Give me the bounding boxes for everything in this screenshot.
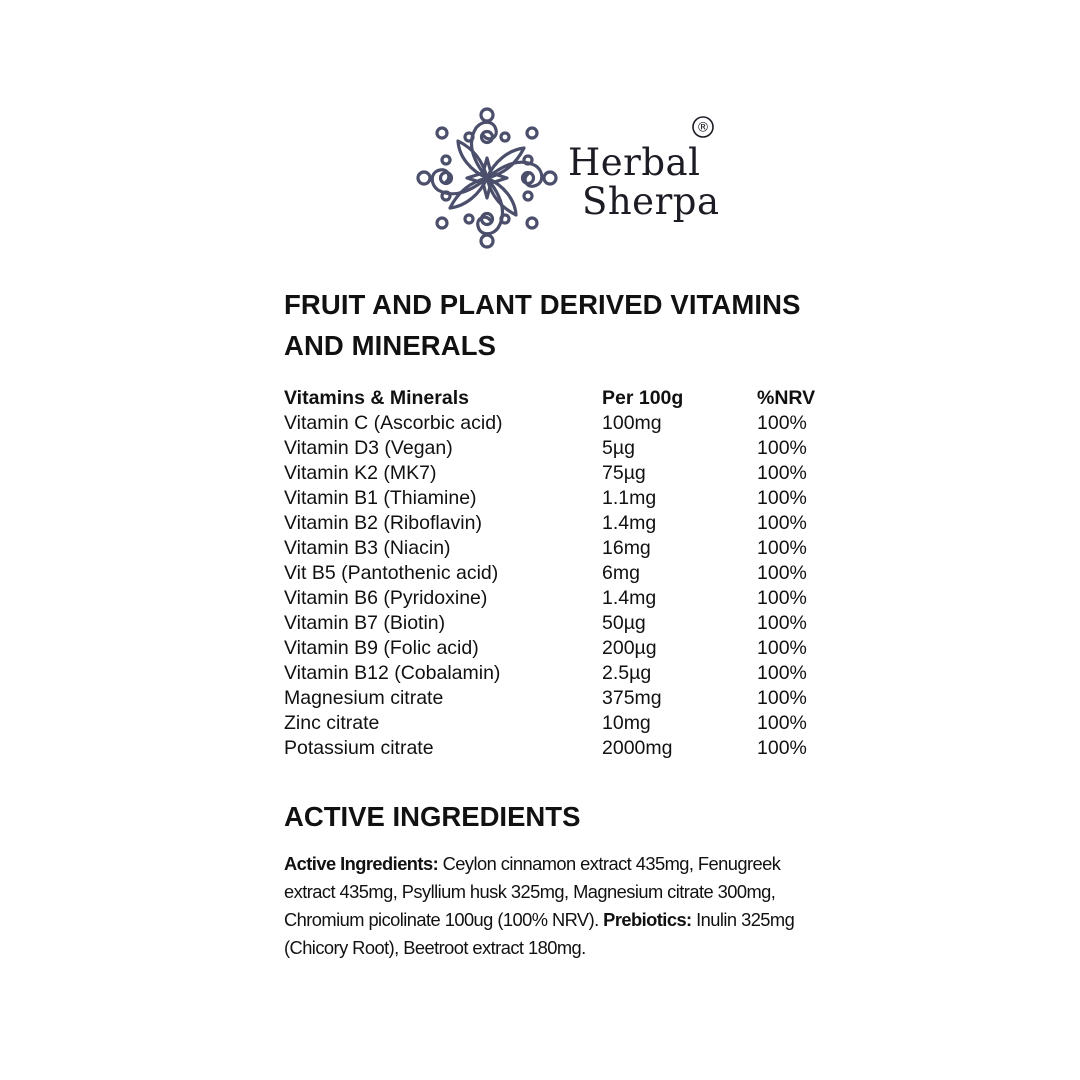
nutrient-amount: 5µg <box>602 437 635 459</box>
table-row <box>284 661 844 686</box>
nutrient-name: Magnesium citrate <box>284 687 444 709</box>
nutrient-name: Vitamin B1 (Thiamine) <box>284 487 477 509</box>
nutrient-nrv: 100% <box>757 512 807 534</box>
nutrient-amount: 375mg <box>602 687 662 709</box>
nutrient-name: Vitamin K2 (MK7) <box>284 462 437 484</box>
nutrient-nrv: 100% <box>757 662 807 684</box>
nutrient-amount: 16mg <box>602 537 651 559</box>
nutrient-name: Vitamin B3 (Niacin) <box>284 537 451 559</box>
table-row <box>284 736 844 761</box>
prebiotics-list: Inulin 325mg (Chicory Root), Beetroot extract 180mg. <box>284 909 795 958</box>
label-content <box>284 284 844 962</box>
nutrient-nrv: 100% <box>757 587 807 609</box>
nutrient-nrv: 100% <box>757 537 807 559</box>
nutrient-amount: 2.5µg <box>602 662 652 684</box>
nutrient-nrv: 100% <box>757 437 807 459</box>
active-ingredients-title: ACTIVE INGREDIENTS <box>284 801 581 832</box>
active-ingredients-text <box>284 850 829 962</box>
table-row <box>284 511 844 536</box>
nutrient-name: Vitamin B6 (Pyridoxine) <box>284 587 488 609</box>
nutrient-name: Vitamin B7 (Biotin) <box>284 612 446 634</box>
nutrient-nrv: 100% <box>757 612 807 634</box>
table-row <box>284 561 844 586</box>
header-per-100g: Per 100g <box>602 387 684 409</box>
nutrient-name: Vitamin D3 (Vegan) <box>284 437 453 459</box>
registered-mark <box>692 116 714 138</box>
table-row <box>284 536 844 561</box>
table-row <box>284 586 844 611</box>
nutrient-amount: 1.4mg <box>602 512 657 534</box>
nutrient-amount: 1.4mg <box>602 587 657 609</box>
nutrient-name: Vitamin B12 (Cobalamin) <box>284 662 501 684</box>
table-row <box>284 486 844 511</box>
nutrient-amount: 100mg <box>602 412 662 434</box>
nutrient-amount: 6mg <box>602 562 640 584</box>
nutrient-nrv: 100% <box>757 637 807 659</box>
nutrient-amount: 2000mg <box>602 737 673 759</box>
table-row <box>284 461 844 486</box>
nutrient-amount: 200µg <box>602 637 657 659</box>
header-nrv: %NRV <box>757 387 816 409</box>
table-row <box>284 636 844 661</box>
nutrient-nrv: 100% <box>757 487 807 509</box>
prebiotics-label: Prebiotics: <box>603 909 692 930</box>
table-row <box>284 686 844 711</box>
nutrient-nrv: 100% <box>757 562 807 584</box>
nutrition-table <box>284 386 844 761</box>
brand-name-line2: Sherpa <box>582 180 720 223</box>
table-body <box>284 411 844 761</box>
active-ingredients-label: Active Ingredients: <box>284 853 439 874</box>
table-row <box>284 711 844 736</box>
mandala-icon <box>416 106 558 252</box>
nutrient-name: Potassium citrate <box>284 737 434 759</box>
nutrient-amount: 75µg <box>602 462 646 484</box>
nutrient-nrv: 100% <box>757 462 807 484</box>
header-vitamins-minerals: Vitamins & Minerals <box>284 387 469 409</box>
active-ingredients-list: Ceylon cinnamon extract 435mg, Fenugreek extract 435mg, Psyllium husk 325mg, Magnesium citrate 300mg, Chromium picolinate 100ug (100% NRV). <box>284 853 781 930</box>
nutrient-nrv: 100% <box>757 712 807 734</box>
nutrient-name: Zinc citrate <box>284 712 380 734</box>
table-row <box>284 411 844 436</box>
nutrient-name: Vitamin B9 (Folic acid) <box>284 637 479 659</box>
table-row <box>284 436 844 461</box>
table-row <box>284 611 844 636</box>
nutrient-name: Vitamin B2 (Riboflavin) <box>284 512 482 534</box>
nutrition-title: FRUIT AND PLANT DERIVED VITAMINS AND MINERALS <box>284 289 801 361</box>
nutrient-amount: 50µg <box>602 612 646 634</box>
table-header-row <box>284 386 844 411</box>
brand-name-line1: Herbal <box>568 141 701 184</box>
brand-logo <box>416 106 726 252</box>
nutrient-nrv: 100% <box>757 687 807 709</box>
nutrient-name: Vitamin C (Ascorbic acid) <box>284 412 503 434</box>
registered-mark-letter: ® <box>696 120 710 136</box>
nutrient-nrv: 100% <box>757 737 807 759</box>
nutrient-amount: 1.1mg <box>602 487 657 509</box>
nutrient-nrv: 100% <box>757 412 807 434</box>
nutrient-name: Vit B5 (Pantothenic acid) <box>284 562 499 584</box>
nutrient-amount: 10mg <box>602 712 651 734</box>
